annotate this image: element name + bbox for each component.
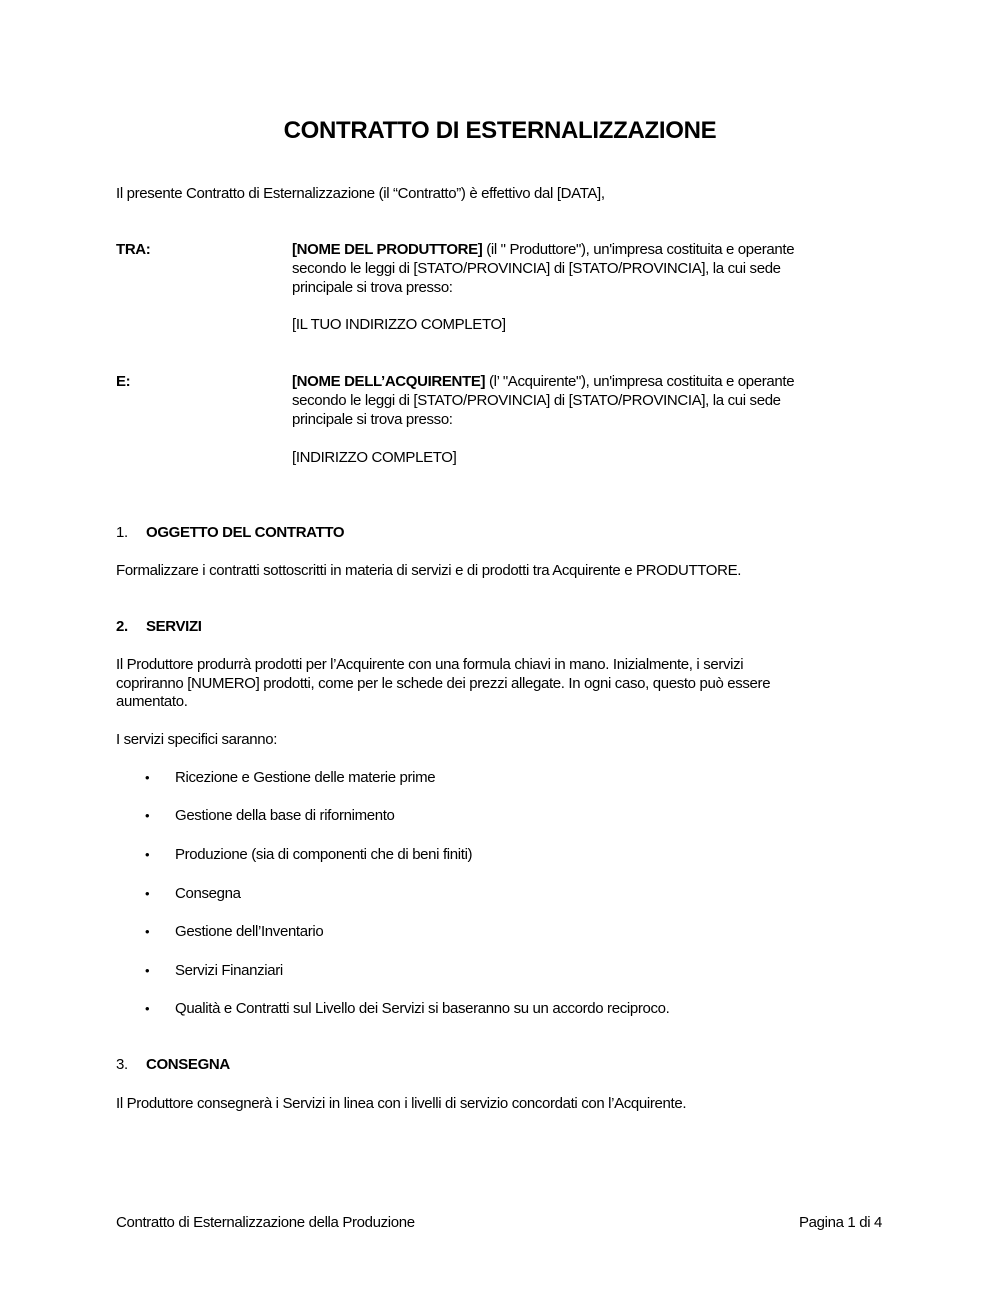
party-name: [NOME DEL PRODUTTORE] (292, 241, 483, 258)
list-item-text: Consegna (175, 885, 241, 902)
list-intro: I servizi specifici saranno: (116, 731, 278, 748)
party-label: E: (116, 373, 131, 390)
list-item-text: Gestione dell’Inventario (175, 923, 324, 940)
bullet-icon: • (145, 808, 150, 823)
section-number: 3. (116, 1056, 128, 1073)
list-item-text: Qualità e Contratti sul Livello dei Servizi si baseranno su un accordo reciproco. (175, 1000, 670, 1017)
party-address: [IL TUO INDIRIZZO COMPLETO] (292, 316, 506, 333)
section-body: Formalizzare i contratti sottoscritti in materia di servizi e di prodotti tra Acquirente e PRODUTTORE. (116, 562, 742, 579)
bullet-icon: • (145, 770, 150, 785)
section-heading: CONSEGNA (146, 1056, 230, 1073)
party-line-1-rest: (il " Produttore"), un'impresa costituita e operante (482, 241, 795, 258)
bullet-icon: • (145, 963, 150, 978)
section-body-line: copriranno [NUMERO] prodotti, come per le schede dei prezzi allegate. In ogni caso, questo può essere (116, 675, 771, 692)
party-line-1 (292, 372, 794, 392)
intro-paragraph: Il presente Contratto di Esternalizzazione (il “Contratto”) è effettivo dal [DATA], (116, 185, 605, 202)
list-item-text: Ricezione e Gestione delle materie prime (175, 769, 436, 786)
bullet-icon: • (145, 924, 150, 939)
section-body: Il Produttore consegnerà i Servizi in linea con i livelli di servizio concordati con l’Acquirente. (116, 1095, 687, 1112)
document-title: CONTRATTO DI ESTERNALIZZAZIONE (283, 117, 717, 144)
party-address: [INDIRIZZO COMPLETO] (292, 449, 457, 466)
section-body-line: aumentato. (116, 693, 188, 710)
party-line-2: secondo le leggi di [STATO/PROVINCIA] di [STATO/PROVINCIA], la cui sede (292, 392, 781, 409)
party-label: TRA: (116, 241, 151, 258)
footer-document-title: Contratto di Esternalizzazione della Produzione (116, 1214, 415, 1231)
section-heading: OGGETTO DEL CONTRATTO (146, 524, 345, 541)
section-body-line: Il Produttore produrrà prodotti per l’Acquirente con una formula chiavi in mano. Inizialmente, i servizi (116, 656, 744, 673)
party-line-2: secondo le leggi di [STATO/PROVINCIA] di [STATO/PROVINCIA], la cui sede (292, 260, 781, 277)
section-heading: SERVIZI (146, 618, 202, 635)
bullet-icon: • (145, 847, 150, 862)
footer-page-number: Pagina 1 di 4 (798, 1214, 882, 1231)
bullet-icon: • (145, 1001, 150, 1016)
party-line-1-rest: (l’ "Acquirente"), un'impresa costituita e operante (485, 373, 795, 390)
party-line-3: principale si trova presso: (292, 411, 453, 428)
list-item-text: Servizi Finanziari (175, 962, 283, 979)
section-number: 2. (116, 618, 128, 635)
party-line-1 (292, 240, 794, 260)
section-number: 1. (116, 524, 128, 541)
list-item-text: Gestione della base di rifornimento (175, 807, 395, 824)
party-name: [NOME DELL’ACQUIRENTE] (292, 373, 486, 390)
bullet-icon: • (145, 886, 150, 901)
list-item-text: Produzione (sia di componenti che di beni finiti) (175, 846, 473, 863)
party-line-3: principale si trova presso: (292, 279, 453, 296)
